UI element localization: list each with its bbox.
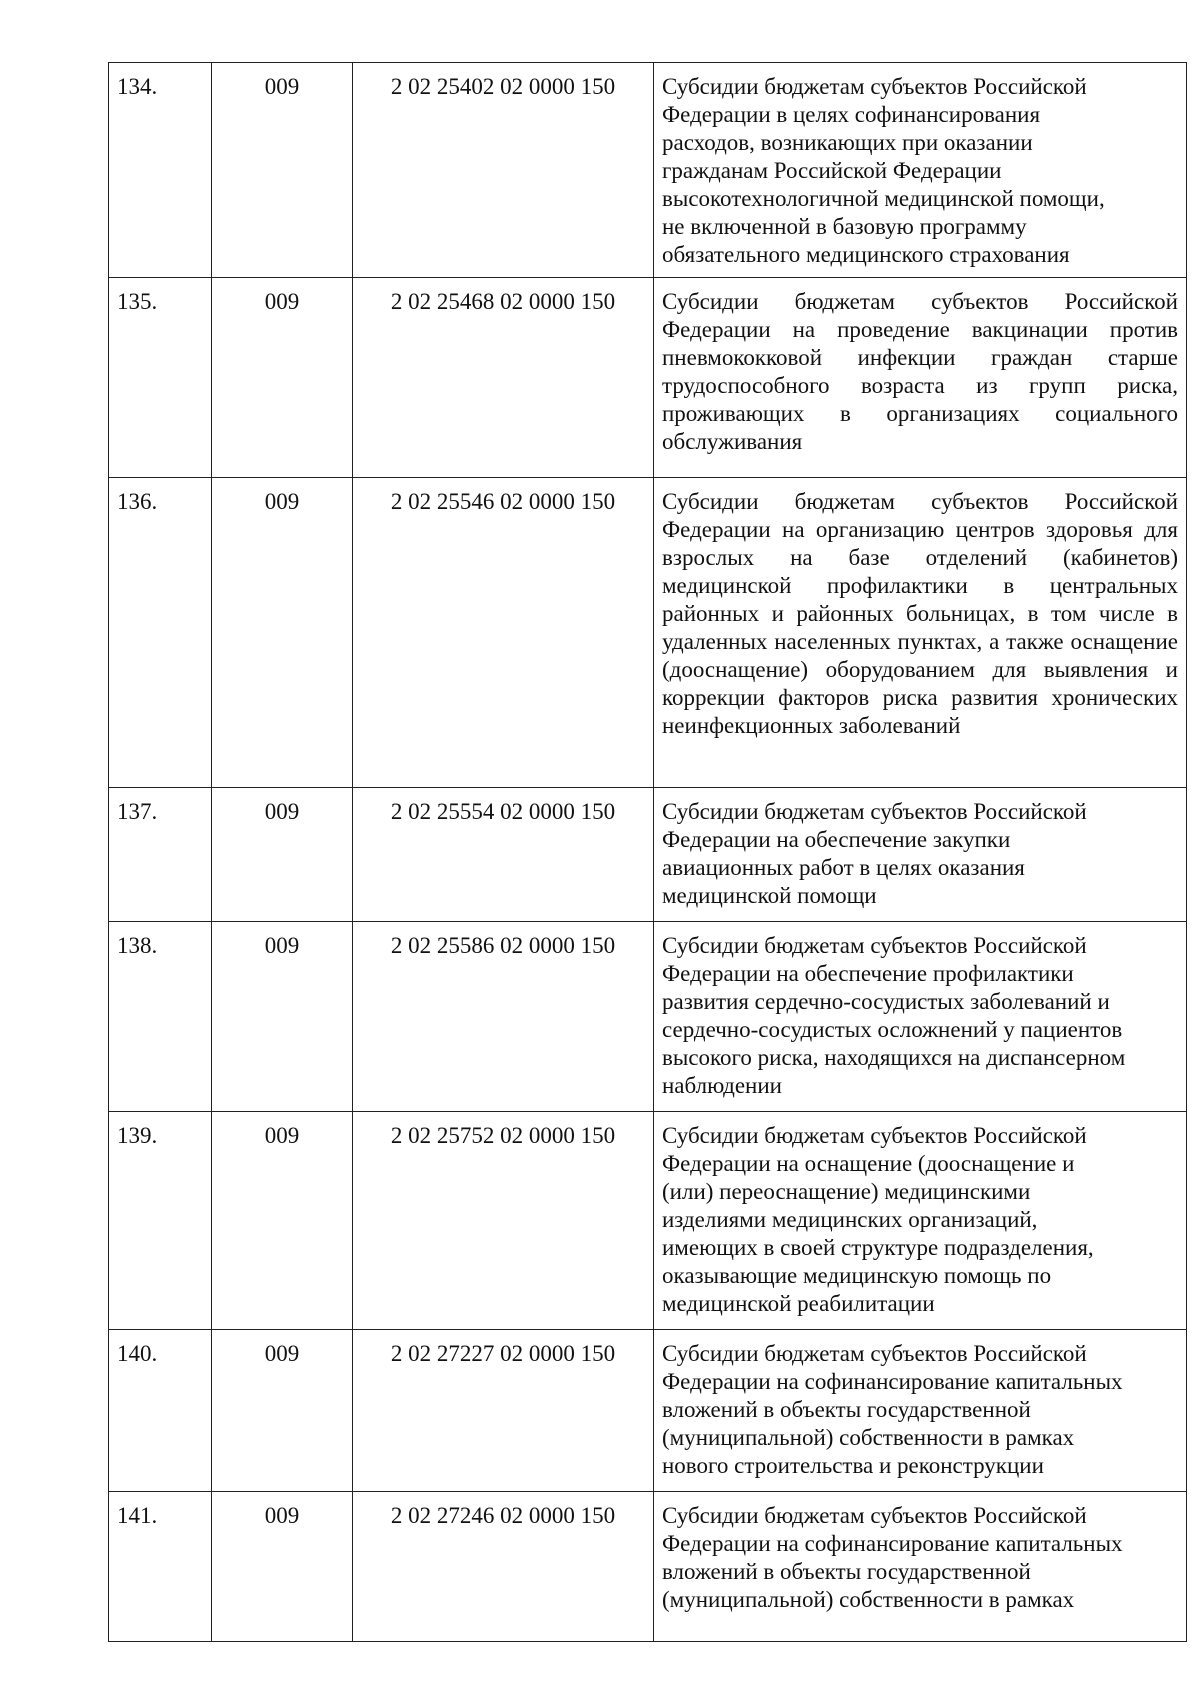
administrator-code: 009 [212, 788, 353, 922]
name-line: Федерации в целях софинансирования [662, 102, 1041, 127]
name-line: Субсидии бюджетам субъектов Российской [662, 1341, 1087, 1366]
name-line: наблюдении [662, 1073, 782, 1098]
name-line: высокотехнологичной медицинской помощи, [662, 186, 1105, 211]
administrator-code: 009 [212, 63, 353, 278]
income-name [654, 1492, 1187, 1642]
name-line: Федерации на софинансирование капитальных [662, 1369, 1123, 1394]
budget-classification-code: 2 02 25546 02 0000 150 [353, 478, 654, 788]
income-name: Субсидии бюджетам субъектов Российской Федерации на проведение вакцинации против пневмококковой инфекции граждан старше трудоспособного возраста из групп риска, проживающих в организациях социального обслуживания [654, 278, 1187, 478]
name-line: Федерации на обеспечение закупки [662, 827, 1011, 852]
name-line: (или) переоснащение) медицинскими [662, 1179, 1031, 1204]
name-line: Субсидии бюджетам субъектов Российской [662, 1503, 1087, 1528]
row-number: 135. [109, 278, 212, 478]
name-line: Субсидии бюджетам субъектов Российской [662, 1123, 1087, 1148]
name-line: имеющих в своей структуре подразделения, [662, 1235, 1094, 1260]
name-line: гражданам Российской Федерации [662, 158, 1002, 183]
table-row [109, 1330, 1187, 1492]
administrator-code: 009 [212, 1112, 353, 1330]
name-line: авиационных работ в целях оказания [662, 855, 1025, 880]
name-line: Субсидии бюджетам субъектов Российской [662, 74, 1087, 99]
table-row [109, 278, 1187, 478]
name-line: оказывающие медицинскую помощь по [662, 1263, 1052, 1288]
table-row [109, 1492, 1187, 1642]
name-line: нового строительства и реконструкции [662, 1453, 1044, 1478]
budget-classification-code: 2 02 25752 02 0000 150 [353, 1112, 654, 1330]
budget-classification-code: 2 02 27227 02 0000 150 [353, 1330, 654, 1492]
income-name [654, 63, 1187, 278]
budget-classification-code: 2 02 25468 02 0000 150 [353, 278, 654, 478]
name-line: Федерации на софинансирование капитальных [662, 1531, 1123, 1556]
name-line: не включенной в базовую программу [662, 214, 1027, 239]
income-name [654, 922, 1187, 1112]
row-number: 137. [109, 788, 212, 922]
name-line: медицинской помощи [662, 883, 877, 908]
administrator-code: 009 [212, 922, 353, 1112]
row-number: 138. [109, 922, 212, 1112]
row-number: 140. [109, 1330, 212, 1492]
budget-classification-code: 2 02 27246 02 0000 150 [353, 1492, 654, 1642]
name-line: Субсидии бюджетам субъектов Российской [662, 799, 1087, 824]
row-number: 141. [109, 1492, 212, 1642]
row-number: 134. [109, 63, 212, 278]
income-name: Субсидии бюджетам субъектов Российской Федерации на организацию центров здоровья для взрослых на базе отделений (кабинетов) медицинской профилактики в центральных районных и районных больницах, в том числе в удаленных населенных пунктах, а также оснащение (дооснащение) оборудованием для выявления и коррекции факторов риска развития хронических неинфекционных заболеваний [654, 478, 1187, 788]
name-line: (муниципальной) собственности в рамках [662, 1587, 1075, 1612]
table-row [109, 63, 1187, 278]
name-line: Федерации на обеспечение профилактики [662, 961, 1074, 986]
name-line: Субсидии бюджетам субъектов Российской [662, 933, 1087, 958]
table-row [109, 922, 1187, 1112]
name-line: расходов, возникающих при оказании [662, 130, 1033, 155]
administrator-code: 009 [212, 278, 353, 478]
table-row [109, 1112, 1187, 1330]
name-line: обязательного медицинского страхования [662, 242, 1070, 267]
administrator-code: 009 [212, 478, 353, 788]
row-number: 139. [109, 1112, 212, 1330]
name-line: вложений в объекты государственной [662, 1397, 1031, 1422]
row-number: 136. [109, 478, 212, 788]
name-line: вложений в объекты государственной [662, 1559, 1031, 1584]
budget-classification-code: 2 02 25554 02 0000 150 [353, 788, 654, 922]
table-row [109, 478, 1187, 788]
name-line: (муниципальной) собственности в рамках [662, 1425, 1075, 1450]
name-line: развития сердечно-сосудистых заболеваний и [662, 989, 1110, 1014]
document-page [108, 62, 1178, 1642]
income-name [654, 788, 1187, 922]
name-line: изделиями медицинских организаций, [662, 1207, 1038, 1232]
table-row [109, 788, 1187, 922]
budget-classification-code: 2 02 25586 02 0000 150 [353, 922, 654, 1112]
name-line: медицинской реабилитации [662, 1291, 935, 1316]
income-name [654, 1112, 1187, 1330]
administrator-code: 009 [212, 1330, 353, 1492]
name-line: высокого риска, находящихся на диспансерном [662, 1045, 1126, 1070]
name-line: сердечно-сосудистых осложнений у пациентов [662, 1017, 1123, 1042]
name-line: Федерации на оснащение (дооснащение и [662, 1151, 1075, 1176]
budget-classification-code: 2 02 25402 02 0000 150 [353, 63, 654, 278]
income-name [654, 1330, 1187, 1492]
administrator-code: 009 [212, 1492, 353, 1642]
budget-codes-table [108, 62, 1187, 1642]
